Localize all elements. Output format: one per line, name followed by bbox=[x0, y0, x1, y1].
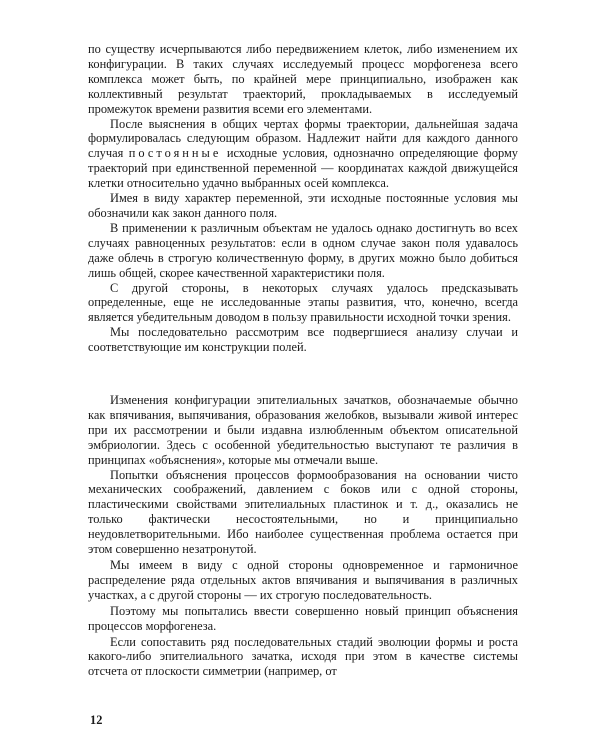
paragraph-text: После выяснения в общих чертах формы траектории, дальнейшая задача формулировалась следующим образом. Надлежит найти для каждого данного случая bbox=[88, 116, 518, 161]
paragraph-epithelial-changes: Изменения конфигурации эпителиальных зачатков, обозначаемые обычно как впячивания, выпячивания, образования желобков, вызывали живой интерес при их рассмотрении и были издавна излюбленным объектом описательной эмбриологии. Здесь с особенной убедительностью выступают те различия в принципах «объяснения», которые мы отмечали выше. bbox=[88, 393, 518, 467]
emphasized-word: постоянные bbox=[128, 146, 222, 161]
paragraph-prediction: С другой стороны, в некоторых случаях удалось предсказывать определенные, еще не исследованные этапы развития, что, конечно, всегда является убедительным доводом в пользу правильности исходной точки зрения. bbox=[88, 280, 518, 325]
paragraph-trajectory-task bbox=[88, 117, 518, 192]
paragraph-comparison: Если сопоставить ряд последовательных стадий эволюции формы и роста какого-либо эпителиального зачатка, исходя при этом в качестве системы отсчета от плоскости симметрии (например, от bbox=[88, 634, 518, 679]
section-break bbox=[88, 355, 518, 393]
paragraph-continuation: по существу исчерпываются либо передвижением клеток, либо изменением их конфигурации. В таких случаях исследуемый процесс морфогенеза всего комплекса может быть, по крайней мере принципиально, изображен как коллективный результат траекторий, прокладываемых в исследуемый промежуток времени развития всеми его элементами. bbox=[88, 42, 518, 116]
paragraph-results: В применении к различным объектам не удалось однако достигнуть во всех случаях равноценных результатов: если в одном случае закон поля удавалось даже облечь в строгую количественную форму, в других можно было добиться лишь общей, скорее качественной характеристики поля. bbox=[88, 220, 518, 280]
paragraph-review: Мы последовательно рассмотрим все подвергшиеся анализу случаи и соответствующие им конструкции полей. bbox=[88, 325, 518, 355]
page-body bbox=[88, 42, 518, 679]
paragraph-distribution: Мы имеем в виду с одной стороны одновременное и гармоничное распределение ряда отдельных актов впячивания и выпячивания в различных участках, а с другой стороны — их строгую последовательность. bbox=[88, 558, 518, 602]
paragraph-mechanical-attempts: Попытки объяснения процессов формообразования на основании чисто механических соображений, давлением с боков или с одной стороны, пластическими свойствами эпителиальных пластинок и т. д., оказались не только фактически несостоятельными, но и принципиально неудовлетворительными. Ибо наиболее существенная проблема остается при этом совершенно незатронутой. bbox=[88, 467, 518, 557]
paragraph-text: исходные условия, однозначно определяющие форму траекторий при единственной переменной — координатах каждой движущейся клетки относительно удачно выбранных осей комплекса. bbox=[88, 146, 518, 191]
page-number: 12 bbox=[90, 713, 103, 727]
paragraph-new-principle: Поэтому мы попытались ввести совершенно новый принцип объяснения процессов морфогенеза. bbox=[88, 603, 518, 633]
paragraph-field-law: Имея в виду характер переменной, эти исходные постоянные условия мы обозначили как закон данного поля. bbox=[88, 191, 518, 220]
